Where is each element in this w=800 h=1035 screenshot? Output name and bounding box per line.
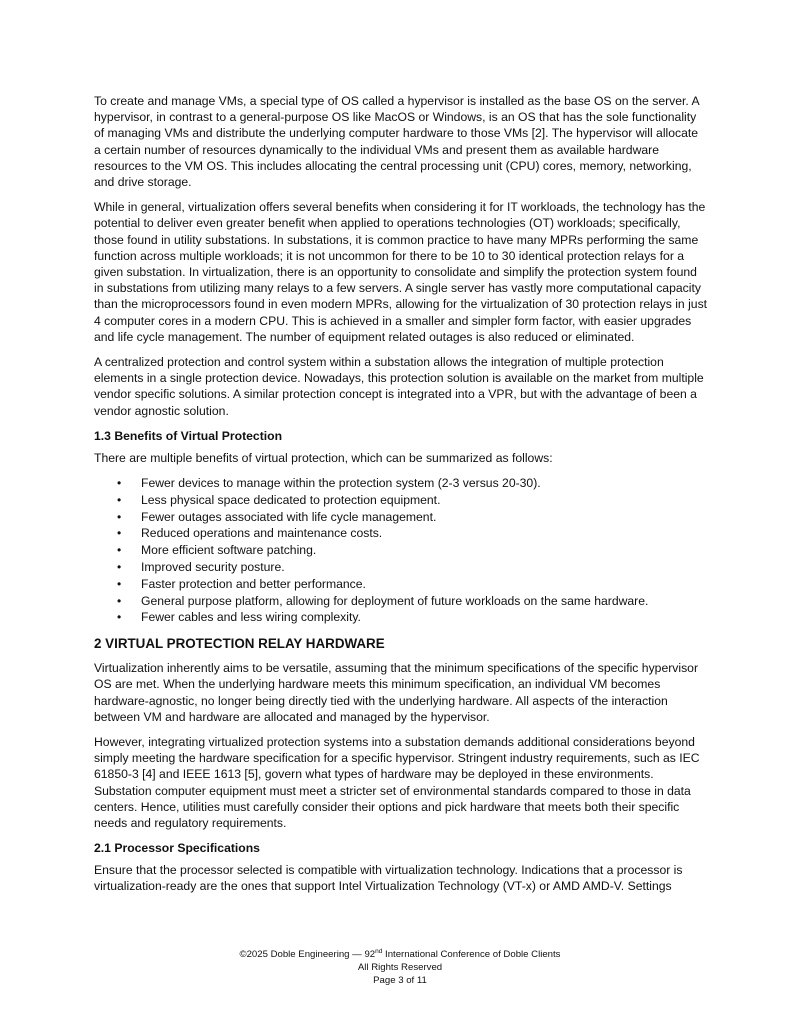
section-heading-2-1: 2.1 Processor Specifications: [94, 841, 260, 856]
footer-copyright-post: International Conference of Doble Clients: [382, 949, 561, 960]
list-item-text: Faster protection and better performance.: [141, 576, 366, 591]
paragraph-hypervisor: To create and manage VMs, a special type of OS called a hypervisor is installed as the base OS on the server. A hypervisor, in contrast to a general-purpose OS like MacOS or Windows, is an OS that has the sole functionality of managing VMs and distribute the underlying computer hardware to those VMs [2]. The hypervisor will allocate a certain number of resources dynamically to the individual VMs and present them as available hardware resources to the VM OS. This includes allocating the central processing unit (CPU) cores, memory, networking, and drive storage.: [94, 94, 699, 190]
list-item-text: General purpose platform, allowing for deployment of future workloads on the same hardware.: [141, 593, 649, 608]
paragraph-versatility: Virtualization inherently aims to be versatile, assuming that the minimum specifications of the specific hypervisor OS are met. When the underlying hardware meets this minimum specification, an individual VM becomes hardware-agnostic, no longer being directly tied with the underlying hardware. All aspects of the interaction between VM and hardware are allocated and managed by the hypervisor.: [94, 661, 699, 724]
list-item-text: Fewer cables and less wiring complexity.: [141, 610, 361, 625]
paragraph-centralized-protection: A centralized protection and control system within a substation allows the integration of multiple protection elements in a single protection device. Nowadays, this protection solution is available on the market from multiple vendor specific solutions. A similar protection concept is integrated into a VPR, but with the advantage of been a vendor agnostic solution.: [94, 355, 704, 418]
list-item: [94, 475, 708, 492]
bullet-icon: •: [117, 610, 122, 625]
bullet-icon: •: [117, 492, 122, 507]
bullet-icon: •: [117, 526, 122, 541]
list-item: [94, 492, 708, 509]
bullet-icon: •: [117, 509, 122, 524]
footer-copyright: [0, 948, 800, 961]
list-item-text: Fewer outages associated with life cycle management.: [141, 509, 437, 524]
footer-ordinal-suffix: nd: [375, 947, 383, 955]
footer-rights: All Rights Reserved: [357, 962, 443, 973]
section-heading-2: 2 VIRTUAL PROTECTION RELAY HARDWARE: [94, 636, 385, 652]
paragraph-virtualization-benefits: While in general, virtualization offers several benefits when considering it for IT workloads, the technology has the potential to deliver even greater benefit when applied to operations technologies (OT) workloads; specifically, those found in utility substations. In substations, it is common practice to have many MPRs performing the same function across multiple workloads; it is not uncommon for there to be 10 to 30 identical protection relays for a given substation. In virtualization, there is an opportunity to consolidate and simplify the protection system found in substations from utilizing many relays to a few servers. A single server has vastly more computational capacity than the microprocessors found in even modern MPRs, allowing for the virtualization of 30 protection relays in just 4 computer cores in a modern CPU. This is achieved in a smaller and simpler form factor, with easier upgrades and life cycle management. The number of equipment related outages is also reduced or eliminated.: [94, 200, 708, 344]
bullet-icon: •: [117, 593, 122, 608]
bullet-icon: •: [117, 576, 122, 591]
list-item: [94, 593, 708, 610]
document-body: [94, 93, 708, 904]
list-item: [94, 576, 708, 593]
list-item-text: Fewer devices to manage within the protection system (2-3 versus 20-30).: [141, 476, 541, 491]
paragraph-processor: Ensure that the processor selected is compatible with virtualization technology. Indications that a processor is virtualization-ready are the ones that support Intel Virtualization Technology (VT-x) or AMD AMD-V. Settings: [94, 863, 683, 894]
bullet-icon: •: [117, 543, 122, 558]
list-item: [94, 509, 708, 526]
footer-page-number: Page 3 of 11: [373, 975, 427, 986]
list-item: [94, 525, 708, 542]
list-item-text: Less physical space dedicated to protection equipment.: [141, 492, 441, 507]
paragraph-benefits-intro: There are multiple benefits of virtual protection, which can be summarized as follows:: [94, 450, 553, 465]
list-item: [94, 609, 708, 626]
list-item-text: Reduced operations and maintenance costs.: [141, 526, 383, 541]
list-item: [94, 542, 708, 559]
paragraph-substation-requirements: However, integrating virtualized protection systems into a substation demands additional considerations beyond simply meeting the hardware specification for a specific hypervisor. Stringent industry requirements, such as IEC 61850-3 [4] and IEEE 1613 [5], govern what types of hardware may be deployed in these environments. Substation computer equipment must meet a stricter set of environmental standards compared to those in data centers. Hence, utilities must carefully consider their options and pick hardware that meets both their specific needs and regulatory requirements.: [94, 735, 700, 831]
bullet-icon: •: [117, 476, 122, 491]
list-item-text: Improved security posture.: [141, 560, 285, 575]
footer-copyright-pre: ©2025 Doble Engineering — 92: [239, 949, 376, 960]
list-item-text: More efficient software patching.: [141, 543, 317, 558]
bullet-icon: •: [117, 560, 122, 575]
list-item: [94, 559, 708, 576]
page-footer: [0, 948, 800, 987]
section-heading-1-3: 1.3 Benefits of Virtual Protection: [94, 428, 283, 443]
benefits-list: [94, 475, 708, 626]
